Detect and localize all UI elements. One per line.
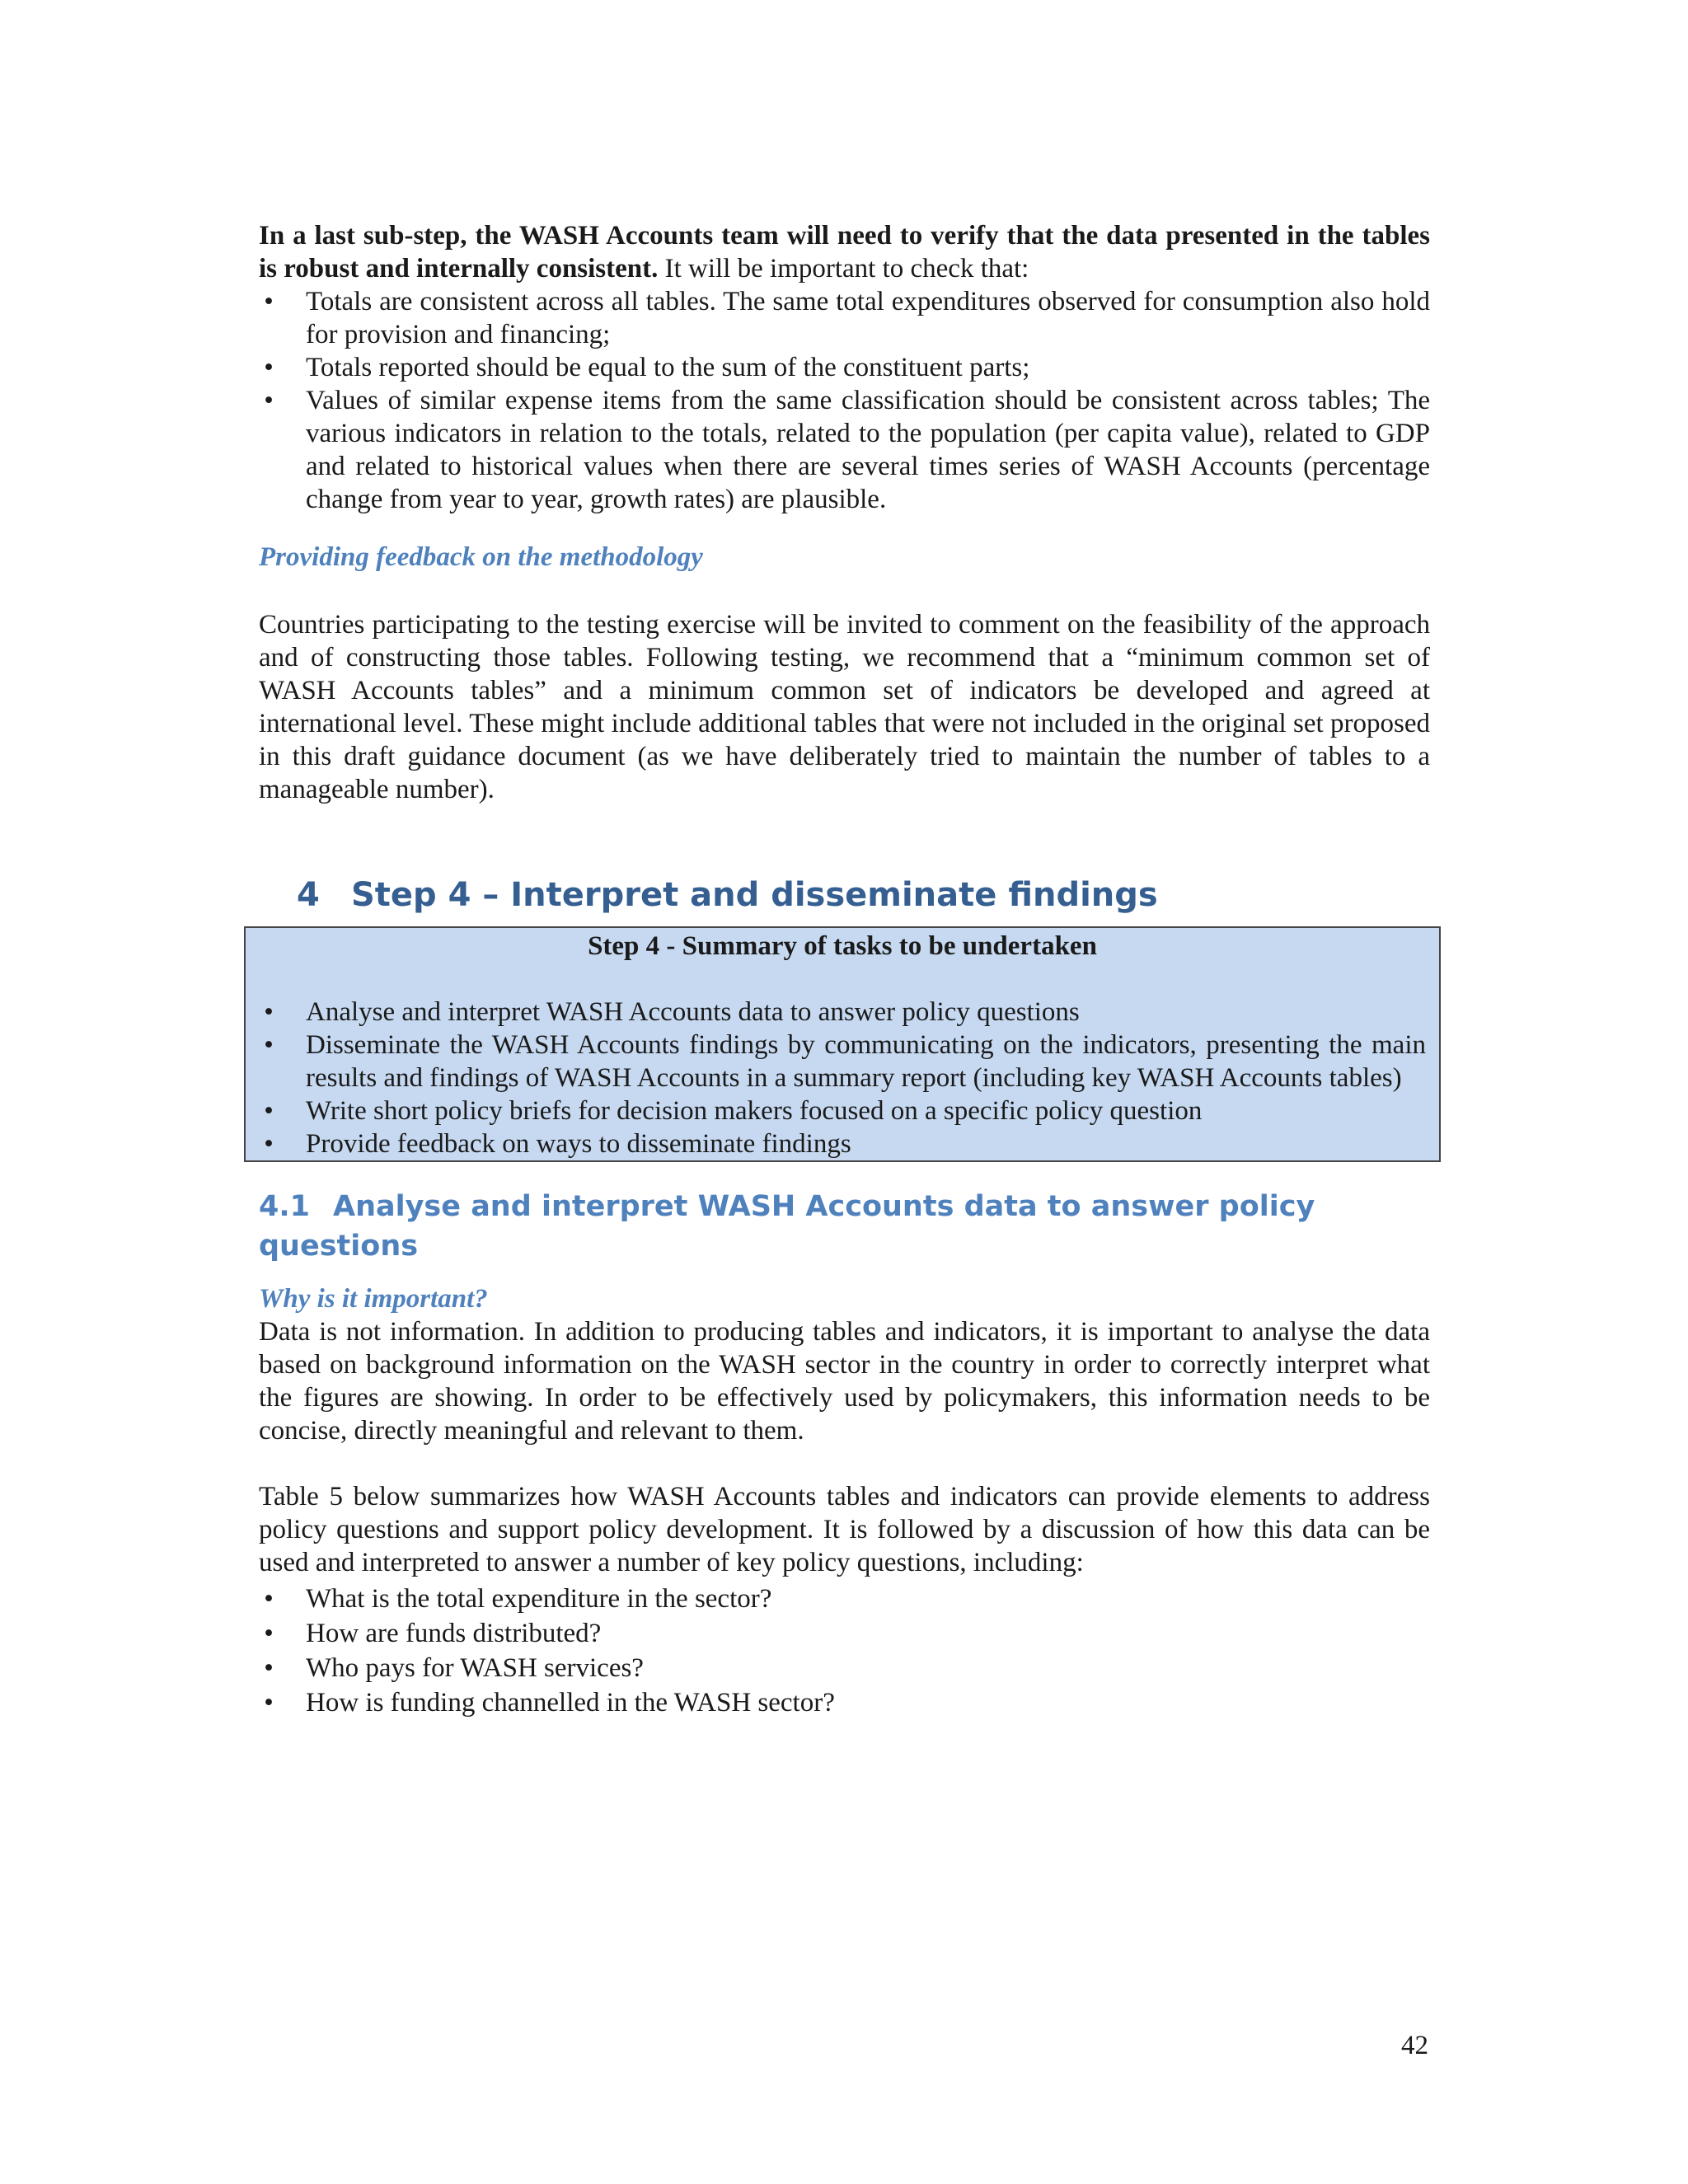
list-item: • What is the total expenditure in the sector?: [259, 1582, 1430, 1615]
checks-list: [259, 285, 1430, 516]
bullet-icon: •: [264, 386, 274, 415]
bullet-icon: •: [264, 1619, 274, 1648]
list-item: • How is funding channelled in the WASH sector?: [259, 1686, 1430, 1719]
list-item: • Values of similar expense items from the same classification should be consistent across tables; The various indicators in relation to the totals, related to the population (per capita value), related to GDP and related to historical values when there are several times series of WASH Accounts (percentage change from year to year, growth rates) are plausible.: [259, 384, 1430, 516]
section-4-1-number: 4.1: [259, 1190, 311, 1223]
bullet-icon: •: [264, 1584, 274, 1614]
list-item: • Totals reported should be equal to the sum of the constituent parts;: [259, 351, 1430, 384]
step4-number: 4: [297, 876, 320, 914]
page-content: [259, 219, 1430, 1719]
list-item: • Disseminate the WASH Accounts findings by communicating on the indicators, presenting the main results and findings of WASH Accounts in a summary report (including key WASH Accounts tables): [259, 1029, 1439, 1094]
bullet-icon: •: [264, 1129, 274, 1159]
why-important-heading: Why is it important?: [259, 1284, 488, 1314]
list-item: • Who pays for WASH services?: [259, 1652, 1430, 1685]
list-item: • Write short policy briefs for decision makers focused on a specific policy question: [259, 1094, 1439, 1127]
bullet-icon: •: [264, 1653, 274, 1683]
bullet-icon: •: [264, 1030, 274, 1060]
step4-title: Step 4 – Interpret and disseminate findings: [351, 876, 1158, 914]
list-item: • Totals are consistent across all tables. The same total expenditures observed for consumption also hold for provision and financing;: [259, 285, 1430, 351]
summary-box: [244, 926, 1441, 1162]
list-item: • Analyse and interpret WASH Accounts data to answer policy questions: [259, 996, 1439, 1029]
bullet-icon: •: [264, 1688, 274, 1718]
bullet-icon: •: [264, 287, 274, 316]
section-4-1-paragraph-1: Data is not information. In addition to producing tables and indicators, it is important to analyse the data based on background information on the WASH sector in the country in order to correctly interpret what the figures are showing. In order to be effectively used by policymakers, this information needs to be concise, directly meaningful and relevant to them.: [259, 1317, 1430, 1446]
intro-bold-text: In a last sub-step, the WASH Accounts team will need to verify that the data presented in the tables is robust and internally consistent.: [259, 221, 1430, 284]
bullet-icon: •: [264, 353, 274, 382]
list-item: • How are funds distributed?: [259, 1617, 1430, 1650]
intro-normal-text: It will be important to check that:: [658, 254, 1029, 284]
feedback-paragraph: Countries participating to the testing exercise will be invited to comment on the feasibility of the approach and of constructing those tables. Following testing, we recommend that a “minimum common set of WASH Accounts tables” and a minimum common set of indicators be developed and agreed at international level. These might include additional tables that were not included in the original set proposed in this draft guidance document (as we have deliberately tried to maintain the number of tables to a manageable number).: [259, 610, 1430, 804]
section-4-1-heading: [259, 1187, 1430, 1266]
summary-box-list: [259, 996, 1439, 1160]
page-number: 42: [1401, 2031, 1428, 2060]
section-4-1-paragraph-2: Table 5 below summarizes how WASH Accounts tables and indicators can provide elements to address policy questions and support policy development. It is followed by a discussion of how this data can be used and interpreted to answer a number of key policy questions, including:: [259, 1482, 1430, 1577]
step4-heading: [297, 874, 1430, 916]
bullet-icon: •: [264, 1096, 274, 1126]
section-4-1-title: Analyse and interpret WASH Accounts data to answer policy questions: [259, 1190, 1315, 1263]
summary-box-title: Step 4 - Summary of tasks to be undertaken: [588, 931, 1097, 961]
list-item: • Provide feedback on ways to disseminate findings: [259, 1127, 1439, 1160]
feedback-heading: Providing feedback on the methodology: [259, 542, 703, 572]
bullet-icon: •: [264, 997, 274, 1027]
policy-questions-list: [259, 1582, 1430, 1719]
intro-paragraph: [259, 219, 1430, 285]
